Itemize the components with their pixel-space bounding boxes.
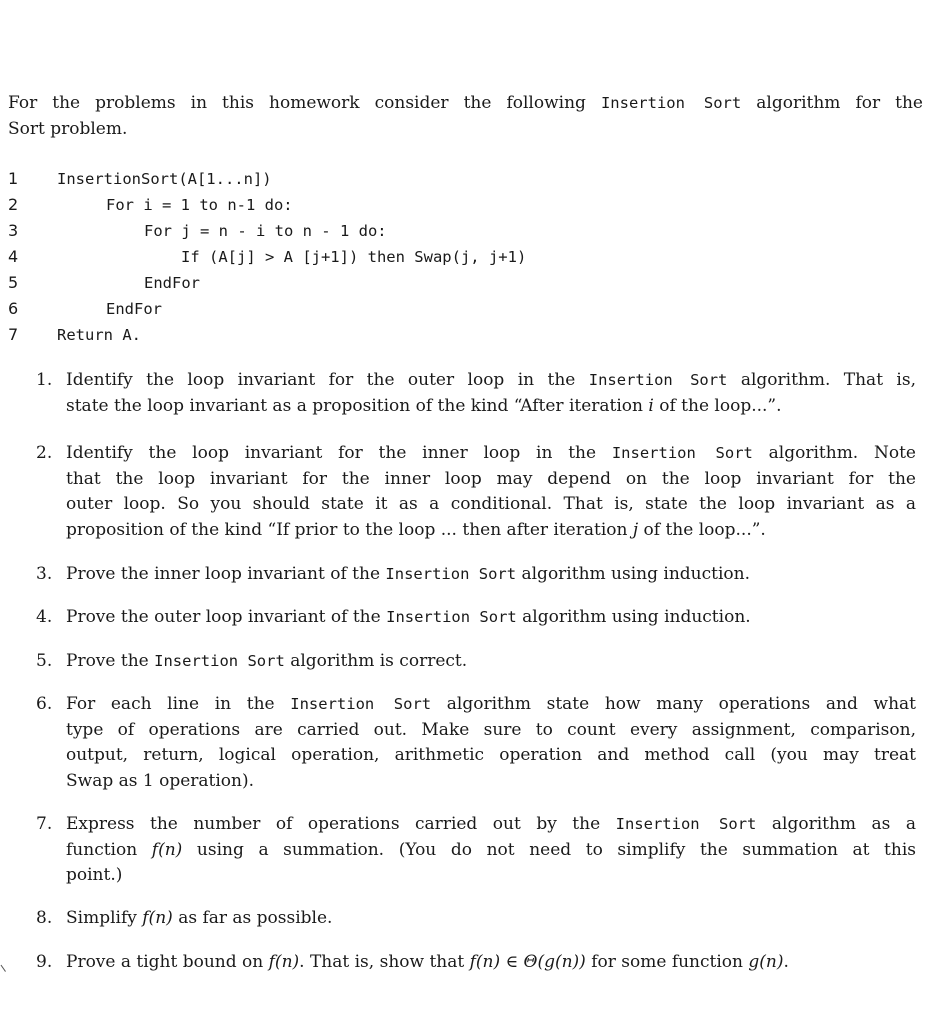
margin-tick-mark — [1, 960, 13, 972]
code-line — [8, 270, 908, 296]
inline-code: Insertion Sort — [385, 565, 517, 583]
math-expression: f(n) — [268, 952, 300, 972]
problem-text: Prove a tight bound on f(n). That is, show that f(n) ∈ Θ(g(n)) for some function g(n). — [66, 952, 789, 972]
line-number: 4 — [8, 247, 19, 266]
code-text: Return A. — [57, 326, 141, 344]
code-line — [8, 218, 908, 244]
code-text: For j = n - i to n - 1 do: — [144, 222, 387, 240]
line-number: 1 — [8, 169, 19, 188]
pseudocode-block — [8, 166, 908, 348]
code-text: EndFor — [144, 274, 200, 292]
inline-code: Insertion Sort — [611, 444, 753, 462]
math-expression: f(n) ∈ Θ(g(n)) — [469, 952, 586, 972]
problem-text: Prove the inner loop invariant of the Insertion Sort algorithm using induction. — [66, 564, 750, 584]
problem-text: Simplify f(n) as far as possible. — [66, 908, 333, 928]
code-line — [8, 296, 908, 322]
problem-number: 9. — [36, 952, 53, 972]
intro-line-2: Sort problem. — [8, 118, 128, 139]
inline-code: Insertion Sort — [290, 695, 432, 713]
code-text: If (A[j] > A [j+1]) then Swap(j, j+1) — [181, 248, 527, 266]
code-line — [8, 322, 908, 348]
problem-number: 8. — [36, 908, 53, 928]
line-number: 5 — [8, 273, 19, 292]
problem-number: 5. — [36, 651, 53, 671]
math-expression: f(n) — [142, 908, 173, 928]
code-line — [8, 192, 908, 218]
math-expression: f(n) — [151, 839, 183, 860]
problem-number: 4. — [36, 607, 53, 627]
problem-number: 1. — [36, 370, 53, 390]
inline-code: Insertion Sort — [615, 815, 757, 833]
line-number: 2 — [8, 195, 19, 214]
code-text: InsertionSort(A[1...n]) — [57, 170, 272, 188]
line-number: 7 — [8, 325, 19, 344]
line-number: 3 — [8, 221, 19, 240]
problem-text: Express the number of operations carried out by the Insertion Sort algorithm as a function f(n) using a summation. (You do not need to simplify the summation at this point.) — [66, 814, 917, 885]
math-variable: j — [632, 519, 639, 540]
inline-code: Insertion Sort — [154, 652, 285, 670]
problem-number: 3. — [36, 564, 53, 584]
problem-number: 2. — [36, 443, 53, 463]
problem-text: Prove the outer loop invariant of the Insertion Sort algorithm using induction. — [66, 607, 751, 627]
code-text: EndFor — [106, 300, 162, 318]
code-line — [8, 244, 908, 270]
inline-code: Insertion Sort — [588, 371, 728, 389]
code-line — [8, 166, 908, 192]
intro-line-1: For the problems in this homework consider the following Insertion Sort algorithm for the — [8, 93, 923, 113]
line-number: 6 — [8, 299, 19, 318]
problem-text: Prove the Insertion Sort algorithm is correct. — [66, 651, 468, 671]
problem-number: 7. — [36, 814, 53, 834]
code-text: For i = 1 to n-1 do: — [106, 196, 293, 214]
problem-number: 6. — [36, 694, 53, 714]
intro-paragraph — [8, 90, 923, 141]
math-expression: g(n) — [748, 952, 784, 972]
inline-code: Insertion Sort — [600, 94, 742, 112]
problem-text: Identify the loop invariant for the outer loop in the Insertion Sort algorithm. That is, state the loop invariant as a proposition of the kind “After iteration i of the loop...”. — [66, 370, 916, 416]
inline-code: Insertion Sort — [386, 608, 517, 626]
problem-text: For each line in the Insertion Sort algorithm state how many operations and what type of operations are carried out. Make sure to count every assignment, comparison, output, return, logical operation, arithmetic operation and method call (you may treat Swap as 1 operation). — [66, 694, 916, 791]
problem-text: Identify the loop invariant for the inner loop in the Insertion Sort algorithm. Note that the loop invariant for the inner loop may depend on the loop invariant for the outer loop. So you should state it as a conditional. That is, state the loop invariant as a proposition of the kind “If prior to the loop ... then after iteration j of the loop...”. — [66, 443, 916, 540]
math-variable: i — [648, 395, 654, 416]
